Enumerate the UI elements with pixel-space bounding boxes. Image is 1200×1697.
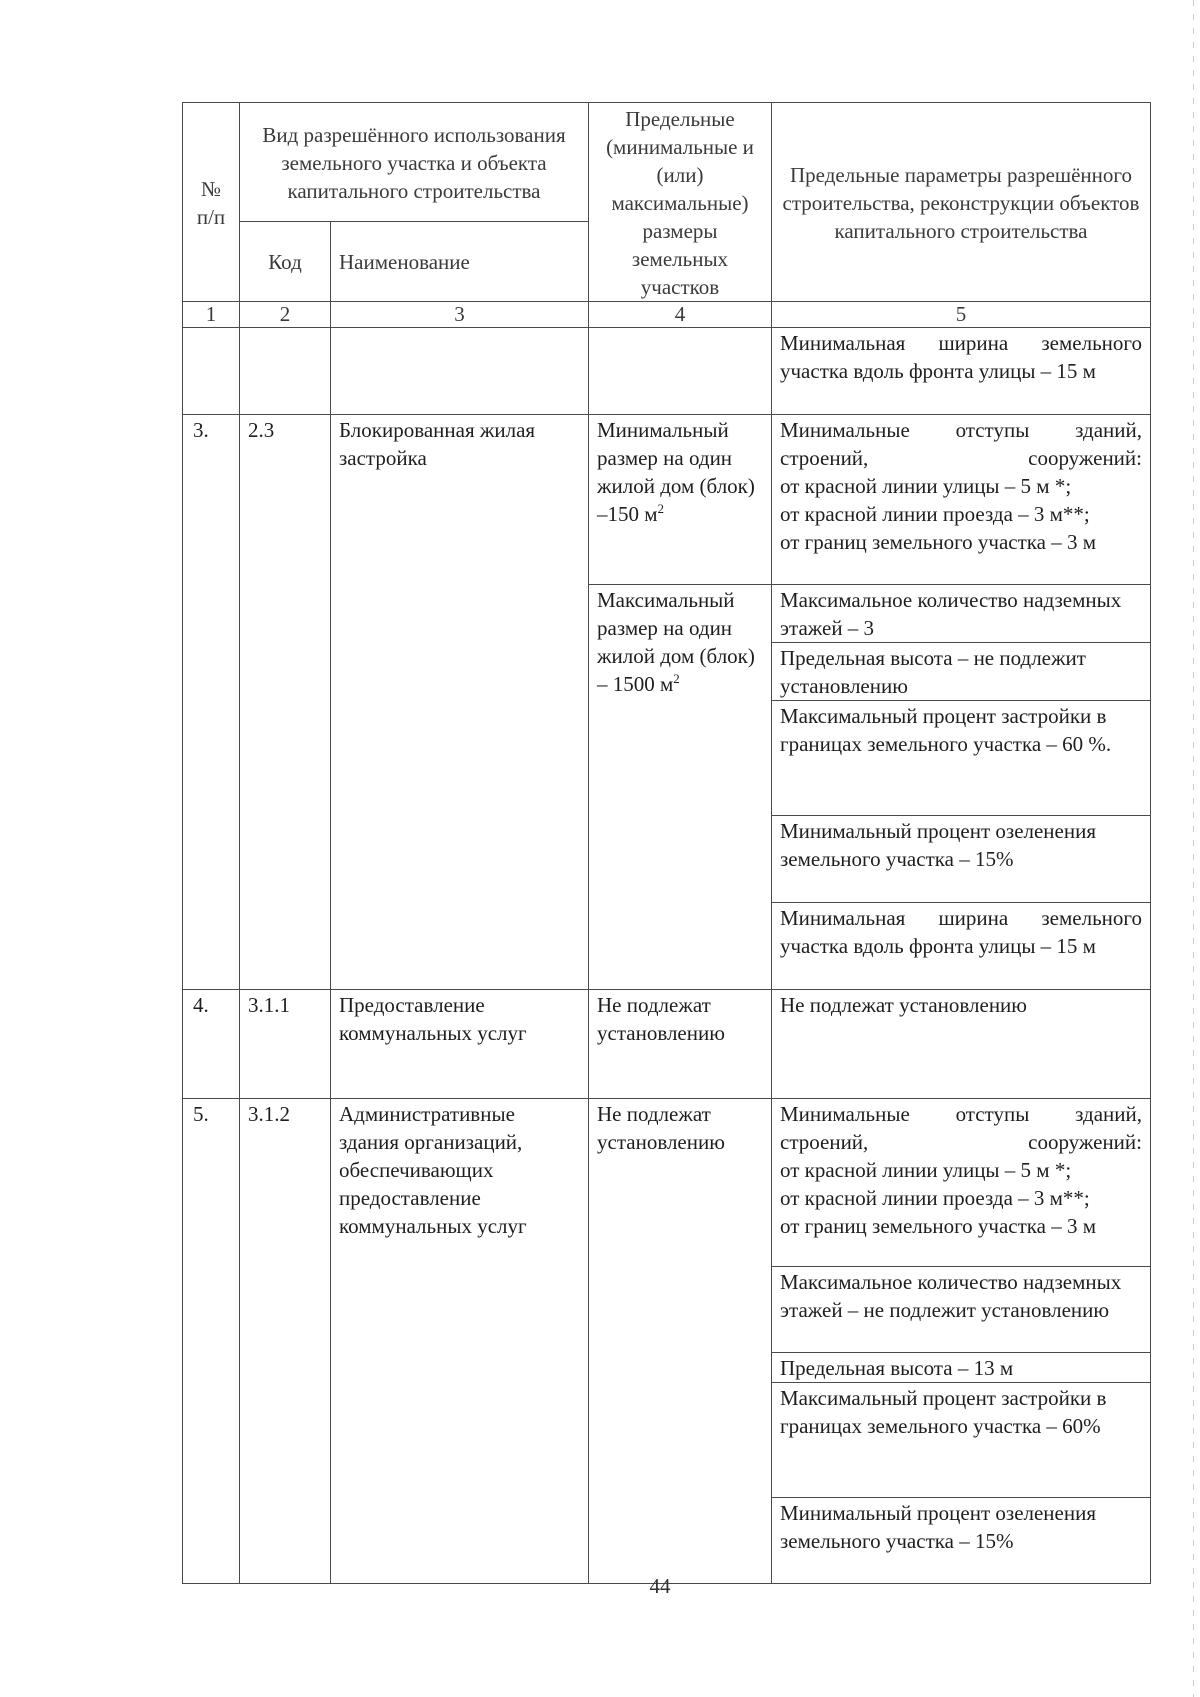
column-number: 2	[240, 302, 331, 328]
plot-size-text: Максимальный размер на один жилой дом (блок) – 1500 м	[597, 588, 755, 696]
offset-passage: от красной линии проезда – 3 м**;	[780, 1186, 1090, 1210]
plot-size-min	[589, 415, 772, 585]
use-code: 3.1.1	[240, 990, 331, 1099]
header-number-cell: № п/п	[183, 103, 240, 302]
offset-street: от красной линии улицы – 5 м *;	[780, 474, 1072, 498]
param-cell: Максимальное количество надземных этажей – 3	[772, 585, 1151, 643]
param-cell: Минимальная ширина земельного участка вдоль фронта улицы – 15 м	[772, 328, 1151, 415]
offsets-title: Минимальные отступы зданий, строений, сооружений:	[780, 1102, 1142, 1154]
zoning-parameters-table	[182, 102, 1151, 1584]
plot-size-max	[589, 585, 772, 990]
column-number: 1	[183, 302, 240, 328]
table-row	[183, 415, 1151, 585]
column-numbers-row	[183, 302, 1151, 328]
column-number: 5	[772, 302, 1151, 328]
plot-size: Не подлежат установлению	[589, 1099, 772, 1584]
row-number: 3.	[183, 415, 240, 990]
offsets-title: Минимальные отступы зданий, строений, сооружений:	[780, 418, 1142, 470]
param-cell: Максимальное количество надземных этажей – не подлежит установлению	[772, 1267, 1151, 1353]
column-number: 3	[331, 302, 589, 328]
use-code: 3.1.2	[240, 1099, 331, 1584]
empty-cell	[240, 328, 331, 415]
scan-edge-line	[1193, 0, 1194, 1697]
offsets-cell	[772, 415, 1151, 585]
param-cell: Не подлежат установлению	[772, 990, 1151, 1099]
empty-cell	[183, 328, 240, 415]
offset-border: от границ земельного участка – 3 м	[780, 1214, 1097, 1238]
header-name: Наименование	[331, 222, 589, 302]
superscript: 2	[673, 671, 680, 686]
table-row	[183, 1099, 1151, 1267]
offsets-cell	[772, 1099, 1151, 1267]
header-construction-params: Предельные параметры разрешённого строительства, реконструкции объектов капитального строительства	[772, 103, 1151, 302]
table-row	[183, 990, 1151, 1099]
row-number: 4.	[183, 990, 240, 1099]
use-name: Предоставление коммунальных услуг	[331, 990, 589, 1099]
offset-border: от границ земельного участка – 3 м	[780, 530, 1097, 554]
use-name: Административные здания организаций, обеспечивающих предоставление коммунальных услуг	[331, 1099, 589, 1584]
use-code: 2.3	[240, 415, 331, 990]
table-row	[183, 328, 1151, 415]
header-plot-sizes: Предельные (минимальные и (или) максимальные) размеры земельных участков	[589, 103, 772, 302]
header-code: Код	[240, 222, 331, 302]
plot-size-text: Минимальный размер на один жилой дом (блок) –150 м	[597, 418, 755, 526]
param-cell: Минимальный процент озеленения земельного участка – 15%	[772, 1498, 1151, 1584]
use-name: Блокированная жилая застройка	[331, 415, 589, 990]
superscript: 2	[657, 501, 665, 516]
param-cell: Максимальный процент застройки в границах земельного участка – 60%	[772, 1383, 1151, 1498]
offset-passage: от красной линии проезда – 3 м**;	[780, 502, 1090, 526]
param-cell: Предельная высота – не подлежит установлению	[772, 643, 1151, 701]
offset-street: от красной линии улицы – 5 м *;	[780, 1158, 1072, 1182]
empty-cell	[331, 328, 589, 415]
param-cell: Минимальный процент озеленения земельного участка – 15%	[772, 816, 1151, 903]
empty-cell	[589, 328, 772, 415]
param-cell: Минимальная ширина земельного участка вдоль фронта улицы – 15 м	[772, 903, 1151, 990]
plot-size: Не подлежат установлению	[589, 990, 772, 1099]
row-number: 5.	[183, 1099, 240, 1584]
param-cell: Предельная высота – 13 м	[772, 1353, 1151, 1383]
page-number: 44	[649, 1574, 671, 1598]
param-cell: Максимальный процент застройки в границах земельного участка – 60 %.	[772, 701, 1151, 816]
header-use-type-group: Вид разрешённого использования земельного участка и объекта капитального строительства	[240, 103, 589, 222]
header-row-1	[183, 103, 1151, 222]
column-number: 4	[589, 302, 772, 328]
